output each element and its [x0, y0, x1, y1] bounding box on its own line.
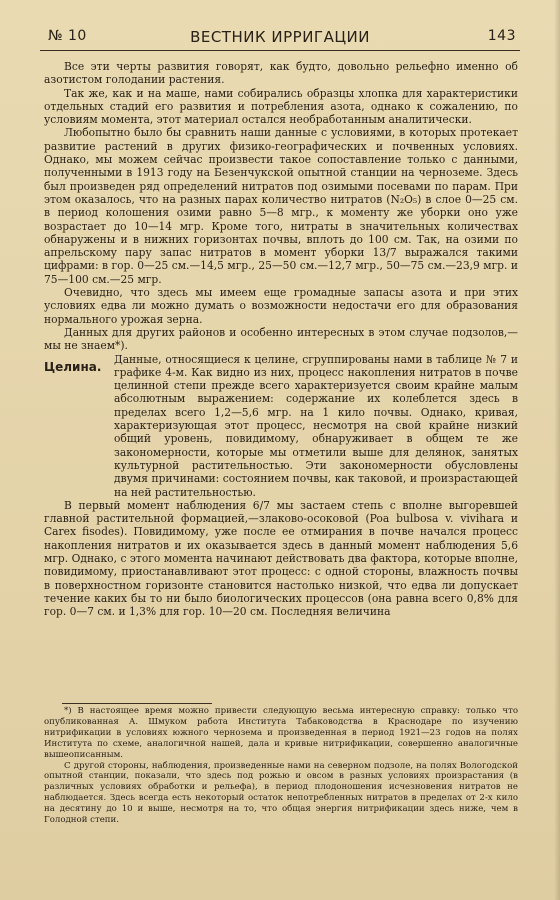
footnote: *) В настоящее время можно привести следующую весьма интересную справку: только что опубликованная А. Шмуком работа Института Табаководства в Краснодаре по изучению нитрификации в условиях южного чернозема и произведенная в период 1921—23 годов на полях Института по схеме, аналогичной нашей, дала и кривые нитрификации, совершенно аналогичные вышеописанным.: [44, 706, 518, 760]
article-body: [44, 60, 518, 618]
page-edge-shadow: [554, 0, 560, 900]
running-header: [40, 26, 520, 48]
paragraph: Так же, как и на маше, нами собирались образцы хлопка для характеристики отдельных стадий его развития и потребления азота, однако к сожалению, по условиям момента, этот материал остался необработанным аналитически.: [44, 86, 518, 127]
paragraph: Очевидно, что здесь мы имеем еще громадные запасы азота и при этих условиях едва ли можно думать о возможности недостачи его для образования нормального урожая зерна.: [44, 286, 518, 326]
footnotes: [44, 706, 518, 826]
paragraph: В первый момент наблюдения 6/7 мы застаем степь с вполне выгоревшей главной растительной формацией,—злаково-осоковой (Poa bulbosa v. vivihara и Carex fisodes). Повидимому, уже после ее отмирания в почве начался процесс накопления нитратов и их оказывается здесь в данный момент наблюдения 5,6 мгр. Однако, с этого момента начинают действовать два фактора, которые вполне, повидимому, приостанавливают этот процесс: с одной стороны, влажность почвы в поверхностном горизонте становится настолько низкой, что едва ли допускает течение каких бы то ни было биологических процессов (она равна всего 0,8% для гор. 0—7 см. и 1,3% для гор. 10—20 см. Последняя величина: [44, 498, 518, 619]
side-heading: Целина.: [44, 359, 102, 374]
footnote-rule: [62, 703, 212, 704]
header-rule: [40, 50, 520, 51]
paragraph: Данные, относящиеся к целине, сгруппированы нами в таблице № 7 и графике 4-м. Как видно из них, процесс накопления нитратов в почве целинной степи прежде всего характеризуется своим крайне малым абсолютным выражением: содержание их колеблется здесь в пределах всего 1,2—5,6 мгр. на 1 кило почвы. Однако, кривая, характеризующая этот процесс, несмотря на свой крайне низкий общий уровень, повидимому, обнаруживает в общем те же закономерности, которые мы отметили выше для делянок, занятых культурной растительностью. Эти закономерности обусловлены двумя причинами: состоянием почвы, как таковой, и произрастающей на ней растительностью.: [114, 352, 518, 499]
paragraph: Данных для других районов и особенно интересных в этом случае подзолов,—мы не знаем*).: [44, 325, 518, 353]
journal-title: ВЕСТНИК ИРРИГАЦИИ: [190, 28, 370, 46]
footnote: С другой стороны, наблюдения, произведенные нами на северном подзоле, на полях Вологодской опытной станции, показали, что здесь под рожью и овсом в разных условиях произрастания (в различных условиях обработки и рельефа), в период плодоношения исчезновения нитратов не наблюдается. Здесь всегда есть некоторый остаток непотребленных нитратов в пределах от 2-х кило на десятину до 10 и выше, несмотря на то, что общая энергия нитрификации здесь ниже, чем в Голодной степи.: [44, 760, 518, 826]
paragraph: Любопытно было бы сравнить наши данные с условиями, в которых протекает развитие растений в других физико-географических и почвенных условиях. Однако, мы можем сейчас произвести такое сопоставление только с данными, полученными в 1913 году на Безенчукской опытной станции на черноземе. Здесь был произведен ряд определений нитратов под озимыми посевами по парам. При этом оказалось, что на разных парах количество нитратов (N₂O₅) в слое 0—25 см. в период колошения озими равно 5—8 мгр., к моменту же уборки оно уже возрастает до 10—14 мгр. Кроме того, нитраты в значительных количествах обнаружены и в нижних горизонтах почвы, вплоть до 100 см. Так, на озими по апрельскому пару запас нитратов в момент уборки 13/7 выражался такими цифрами: в гор. 0—25 см.—14,5 мгр., 25—50 см.—12,7 мгр., 50—75 см.—23,9 мгр. и 75—100 см.—25 мгр.: [44, 126, 518, 286]
issue-number: № 10: [48, 28, 87, 44]
page-number: 143: [487, 28, 516, 44]
celina-section: [44, 353, 518, 499]
paragraph: Все эти черты развития говорят, как будто, довольно рельефно именно об азотистом голодании растения.: [44, 60, 518, 87]
